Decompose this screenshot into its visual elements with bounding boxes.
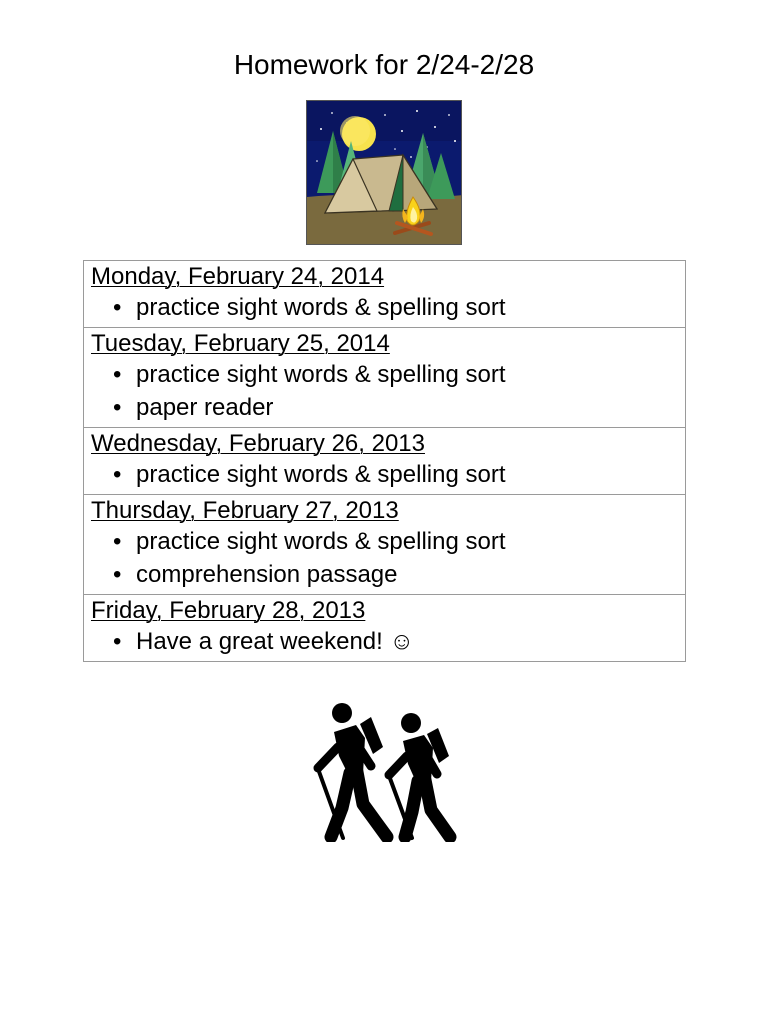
day-row-wednesday <box>84 428 686 495</box>
day-row-friday <box>84 595 686 662</box>
page-title: Homework for 2/24-2/28 <box>233 49 535 80</box>
campsite-illustration-icon <box>307 101 462 245</box>
day-heading: Friday, February 28, 2013 <box>91 597 366 624</box>
day-row-monday <box>84 261 686 328</box>
bullet-icon: • <box>113 628 122 655</box>
day-row-tuesday <box>84 328 686 428</box>
day-heading: Wednesday, February 26, 2013 <box>91 430 425 457</box>
day-row-thursday <box>84 495 686 595</box>
task-item <box>91 391 679 424</box>
day-heading: Thursday, February 27, 2013 <box>91 497 399 524</box>
task-text: Have a great weekend! ☺ <box>136 628 414 655</box>
day-cell <box>84 428 686 495</box>
bullet-icon: • <box>113 294 122 321</box>
bullet-icon: • <box>113 394 122 421</box>
day-cell <box>84 595 686 662</box>
bullet-icon: • <box>113 361 122 388</box>
hikers-image <box>309 700 459 842</box>
task-text: comprehension passage <box>136 561 398 588</box>
task-item <box>91 558 679 591</box>
task-text: practice sight words & spelling sort <box>136 294 506 321</box>
task-text: practice sight words & spelling sort <box>136 528 506 555</box>
day-cell <box>84 495 686 595</box>
task-item <box>91 358 679 391</box>
day-cell <box>84 328 686 428</box>
task-list <box>91 625 679 658</box>
task-text: practice sight words & spelling sort <box>136 361 506 388</box>
bullet-icon: • <box>113 461 122 488</box>
day-heading: Monday, February 24, 2014 <box>91 263 385 290</box>
task-list <box>91 525 679 591</box>
task-item <box>91 525 679 558</box>
day-heading: Tuesday, February 25, 2014 <box>91 330 390 357</box>
hikers-silhouette-icon <box>309 700 459 842</box>
bullet-icon: • <box>113 528 122 555</box>
day-cell <box>84 261 686 328</box>
task-list <box>91 458 679 491</box>
task-list <box>91 291 679 324</box>
bullet-icon: • <box>113 561 122 588</box>
task-list <box>91 358 679 424</box>
campsite-image <box>306 100 462 245</box>
task-item <box>91 458 679 491</box>
task-text: practice sight words & spelling sort <box>136 461 506 488</box>
task-item <box>91 625 679 658</box>
homework-table <box>83 260 686 662</box>
task-item <box>91 291 679 324</box>
task-text: paper reader <box>136 394 274 421</box>
